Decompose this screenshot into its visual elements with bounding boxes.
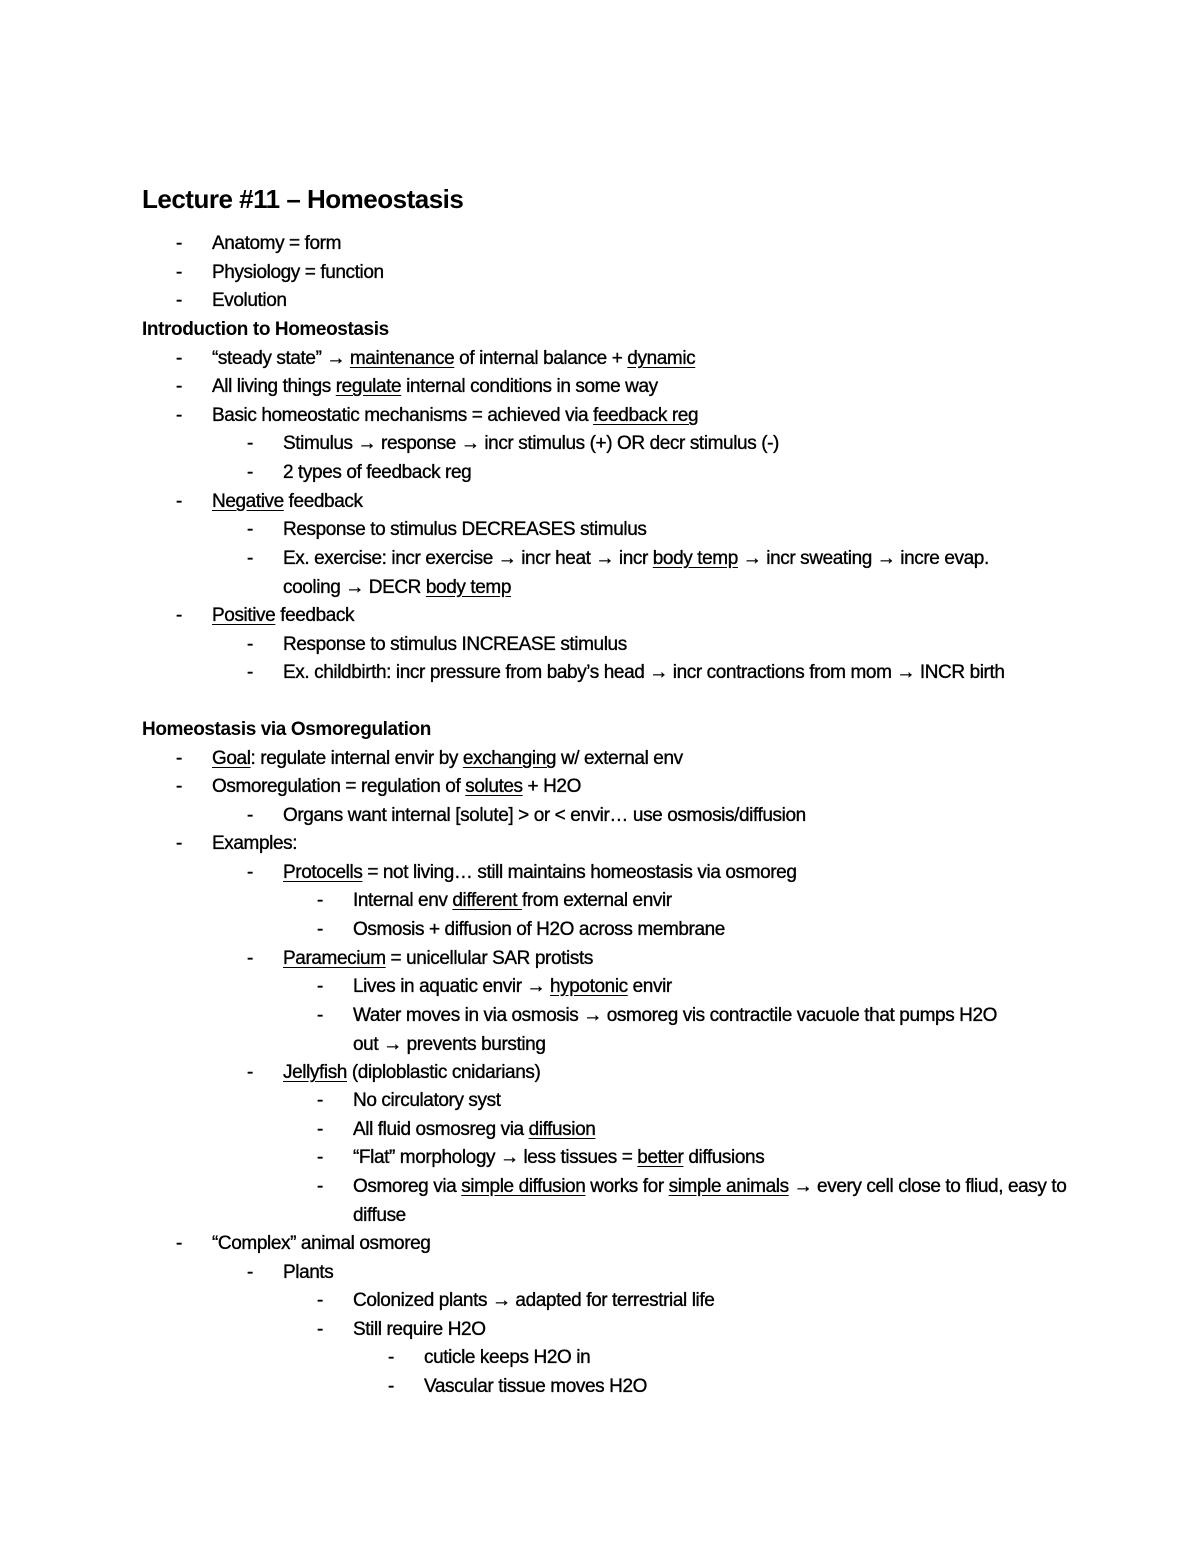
list-item: - No circulatory syst: [317, 1090, 501, 1111]
list-item: - Positive feedback: [176, 605, 355, 626]
list-item: - Water moves in via osmosis → osmoreg vis contractile vacuole that pumps H2O out → prevents bursting: [317, 1005, 998, 1055]
list-item: - Lives in aquatic envir → hypotonic envir: [317, 976, 672, 997]
list-item: - Response to stimulus DECREASES stimulus: [247, 519, 647, 540]
list-item: - All fluid osmosreg via diffusion: [317, 1119, 596, 1140]
list-item: - Osmosis + diffusion of H2O across membrane: [317, 919, 725, 940]
list-item: - Paramecium = unicellular SAR protists: [247, 948, 593, 969]
list-item: - Ex. exercise: incr exercise → incr heat → incr body temp → incr sweating → incre evap. cooling → DECR body temp: [247, 548, 989, 598]
list-item: - Stimulus → response → incr stimulus (+) OR decr stimulus (-): [247, 433, 779, 454]
section-heading-osmoregulation: Homeostasis via Osmoregulation: [142, 719, 431, 740]
list-item: - Examples:: [176, 833, 298, 854]
list-item: - Osmoreg via simple diffusion works for simple animals → every cell close to fliud, easy to diffuse: [317, 1176, 1067, 1226]
list-item: - Still require H2O: [317, 1319, 486, 1340]
list-item: - “steady state” → maintenance of internal balance + dynamic: [176, 348, 696, 369]
list-item: - cuticle keeps H2O in: [388, 1347, 591, 1368]
list-item: - Ex. childbirth: incr pressure from baby’s head → incr contractions from mom → INCR birth: [247, 662, 1005, 683]
list-item: - Response to stimulus INCREASE stimulus: [247, 634, 627, 655]
list-item: - Protocells = not living… still maintains homeostasis via osmoreg: [247, 862, 797, 883]
list-item: - Osmoregulation = regulation of solutes + H2O: [176, 776, 581, 797]
list-item: - “Complex” animal osmoreg: [176, 1233, 431, 1254]
list-item: - Internal env different from external envir: [317, 890, 672, 911]
list-item: - “Flat” morphology → less tissues = better diffusions: [317, 1147, 765, 1168]
list-item: - Jellyfish (diploblastic cnidarians): [247, 1062, 541, 1083]
list-item: - All living things regulate internal conditions in some way: [176, 376, 658, 397]
list-item: - Evolution: [176, 290, 287, 311]
list-item: - Plants: [247, 1262, 334, 1283]
list-item: - Vascular tissue moves H2O: [388, 1376, 648, 1397]
list-item: - Physiology = function: [176, 262, 384, 283]
list-item: - 2 types of feedback reg: [247, 462, 472, 483]
list-item: - Colonized plants → adapted for terrestrial life: [317, 1290, 715, 1311]
list-item: - Basic homeostatic mechanisms = achieved via feedback reg: [176, 405, 699, 426]
list-item: - Negative feedback: [176, 491, 363, 512]
list-item: - Goal: regulate internal envir by exchanging w/ external env: [176, 748, 683, 769]
list-item: - Organs want internal [solute] > or < envir… use osmosis/diffusion: [247, 805, 806, 826]
section-heading-intro: Introduction to Homeostasis: [142, 319, 389, 340]
page-title: Lecture #11 – Homeostasis: [142, 184, 464, 214]
list-item: - Anatomy = form: [176, 233, 342, 254]
